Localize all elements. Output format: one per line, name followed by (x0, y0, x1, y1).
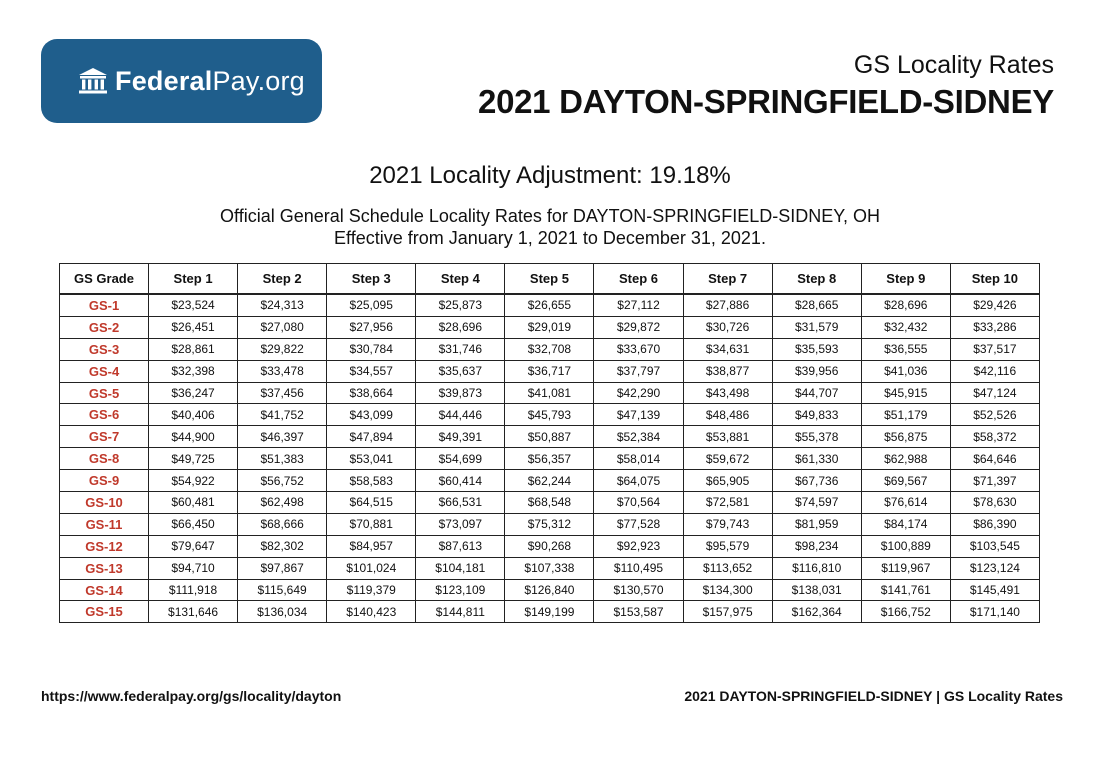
rate-cell: $64,646 (950, 448, 1039, 470)
rate-cell: $30,726 (683, 316, 772, 338)
rate-cell: $41,081 (505, 382, 594, 404)
rate-cell: $60,414 (416, 470, 505, 492)
rate-cell: $37,797 (594, 360, 683, 382)
rate-cell: $36,247 (149, 382, 238, 404)
rate-cell: $71,397 (950, 470, 1039, 492)
rate-cell: $36,555 (861, 338, 950, 360)
rate-cell: $26,451 (149, 316, 238, 338)
table-row (60, 535, 1040, 557)
grade-cell: GS-9 (60, 470, 149, 492)
column-header: Step 4 (416, 264, 505, 295)
rate-cell: $50,887 (505, 426, 594, 448)
rate-cell: $27,956 (327, 316, 416, 338)
rate-cell: $29,019 (505, 316, 594, 338)
grade-cell: GS-2 (60, 316, 149, 338)
table-row (60, 579, 1040, 601)
rate-cell: $98,234 (772, 535, 861, 557)
rate-cell: $104,181 (416, 557, 505, 579)
grade-cell: GS-1 (60, 294, 149, 316)
table-row (60, 448, 1040, 470)
rate-cell: $47,139 (594, 404, 683, 426)
column-header: Step 5 (505, 264, 594, 295)
rate-cell: $28,861 (149, 338, 238, 360)
rate-cell: $31,746 (416, 338, 505, 360)
rate-cell: $100,889 (861, 535, 950, 557)
rate-cell: $119,379 (327, 579, 416, 601)
rate-cell: $29,426 (950, 294, 1039, 316)
rate-cell: $95,579 (683, 535, 772, 557)
rate-cell: $23,524 (149, 294, 238, 316)
description-line-1: Official General Schedule Locality Rates for DAYTON-SPRINGFIELD-SIDNEY, OH (220, 206, 880, 226)
column-header: Step 2 (238, 264, 327, 295)
rate-cell: $75,312 (505, 513, 594, 535)
rate-cell: $56,357 (505, 448, 594, 470)
rate-cell: $49,391 (416, 426, 505, 448)
grade-cell: GS-8 (60, 448, 149, 470)
rate-cell: $84,174 (861, 513, 950, 535)
rate-cell: $45,915 (861, 382, 950, 404)
column-header: Step 7 (683, 264, 772, 295)
column-header: GS Grade (60, 264, 149, 295)
column-header: Step 6 (594, 264, 683, 295)
rate-cell: $31,579 (772, 316, 861, 338)
rate-cell: $46,397 (238, 426, 327, 448)
rate-cell: $115,649 (238, 579, 327, 601)
rate-cell: $58,583 (327, 470, 416, 492)
grade-cell: GS-4 (60, 360, 149, 382)
rate-cell: $60,481 (149, 492, 238, 514)
rate-cell: $134,300 (683, 579, 772, 601)
column-header: Step 1 (149, 264, 238, 295)
rate-cell: $123,109 (416, 579, 505, 601)
rate-cell: $67,736 (772, 470, 861, 492)
table-row (60, 513, 1040, 535)
rate-cell: $130,570 (594, 579, 683, 601)
rate-cell: $59,672 (683, 448, 772, 470)
rate-cell: $58,372 (950, 426, 1039, 448)
rate-cell: $44,446 (416, 404, 505, 426)
rate-cell: $49,833 (772, 404, 861, 426)
rate-cell: $69,567 (861, 470, 950, 492)
page-header (478, 50, 1054, 122)
capitol-building-icon (78, 67, 108, 95)
rate-cell: $62,498 (238, 492, 327, 514)
rate-cell: $58,014 (594, 448, 683, 470)
page-title: 2021 DAYTON-SPRINGFIELD-SIDNEY (478, 83, 1054, 120)
table-row (60, 492, 1040, 514)
rate-cell: $28,696 (416, 316, 505, 338)
table-row (60, 382, 1040, 404)
column-header: Step 3 (327, 264, 416, 295)
rate-cell: $26,655 (505, 294, 594, 316)
rate-cell: $126,840 (505, 579, 594, 601)
rate-cell: $86,390 (950, 513, 1039, 535)
rate-cell: $28,696 (861, 294, 950, 316)
rate-cell: $45,793 (505, 404, 594, 426)
rate-cell: $116,810 (772, 557, 861, 579)
rate-cell: $36,717 (505, 360, 594, 382)
rate-cell: $94,710 (149, 557, 238, 579)
rate-cell: $48,486 (683, 404, 772, 426)
rate-cell: $32,432 (861, 316, 950, 338)
rate-cell: $78,630 (950, 492, 1039, 514)
rate-cell: $111,918 (149, 579, 238, 601)
rate-cell: $66,531 (416, 492, 505, 514)
rate-cell: $51,383 (238, 448, 327, 470)
table-row (60, 294, 1040, 316)
table-row (60, 316, 1040, 338)
rate-cell: $34,557 (327, 360, 416, 382)
page-subtitle: GS Locality Rates (853, 51, 1054, 79)
rate-cell: $119,967 (861, 557, 950, 579)
rate-cell: $136,034 (238, 601, 327, 623)
rate-cell: $70,881 (327, 513, 416, 535)
rate-cell: $39,873 (416, 382, 505, 404)
rate-cell: $90,268 (505, 535, 594, 557)
rate-cell: $28,665 (772, 294, 861, 316)
rate-cell: $68,548 (505, 492, 594, 514)
grade-cell: GS-14 (60, 579, 149, 601)
rate-cell: $153,587 (594, 601, 683, 623)
rate-cell: $34,631 (683, 338, 772, 360)
rate-cell: $25,873 (416, 294, 505, 316)
rate-cell: $53,881 (683, 426, 772, 448)
rate-cell: $171,140 (950, 601, 1039, 623)
rate-cell: $47,124 (950, 382, 1039, 404)
table-row (60, 360, 1040, 382)
rate-cell: $61,330 (772, 448, 861, 470)
rate-cell: $84,957 (327, 535, 416, 557)
rate-cell: $27,886 (683, 294, 772, 316)
rate-cell: $79,647 (149, 535, 238, 557)
rate-cell: $43,498 (683, 382, 772, 404)
footer-caption: 2021 DAYTON-SPRINGFIELD-SIDNEY | GS Locality Rates (684, 688, 1063, 704)
rate-cell: $29,872 (594, 316, 683, 338)
rate-cell: $54,922 (149, 470, 238, 492)
grade-cell: GS-11 (60, 513, 149, 535)
rate-cell: $81,959 (772, 513, 861, 535)
rate-cell: $33,478 (238, 360, 327, 382)
column-header: Step 9 (861, 264, 950, 295)
rate-cell: $103,545 (950, 535, 1039, 557)
table-row (60, 426, 1040, 448)
rate-cell: $140,423 (327, 601, 416, 623)
rate-cell: $51,179 (861, 404, 950, 426)
rate-cell: $68,666 (238, 513, 327, 535)
rate-cell: $25,095 (327, 294, 416, 316)
rate-cell: $141,761 (861, 579, 950, 601)
rate-cell: $62,988 (861, 448, 950, 470)
grade-cell: GS-5 (60, 382, 149, 404)
rate-cell: $37,517 (950, 338, 1039, 360)
rate-cell: $32,708 (505, 338, 594, 360)
rate-cell: $65,905 (683, 470, 772, 492)
rate-cell: $77,528 (594, 513, 683, 535)
grade-cell: GS-3 (60, 338, 149, 360)
rate-cell: $27,112 (594, 294, 683, 316)
rate-cell: $43,099 (327, 404, 416, 426)
rate-cell: $92,923 (594, 535, 683, 557)
rate-cell: $41,752 (238, 404, 327, 426)
grade-cell: GS-6 (60, 404, 149, 426)
rate-cell: $41,036 (861, 360, 950, 382)
rate-cell: $110,495 (594, 557, 683, 579)
rate-cell: $27,080 (238, 316, 327, 338)
rate-cell: $76,614 (861, 492, 950, 514)
rate-cell: $149,199 (505, 601, 594, 623)
table-header-row (60, 264, 1040, 295)
rate-cell: $42,290 (594, 382, 683, 404)
rate-cell: $35,637 (416, 360, 505, 382)
rate-cell: $24,313 (238, 294, 327, 316)
rate-cell: $107,338 (505, 557, 594, 579)
rate-cell: $123,124 (950, 557, 1039, 579)
description-line-2: Effective from January 1, 2021 to December 31, 2021. (334, 228, 766, 248)
rate-cell: $37,456 (238, 382, 327, 404)
rate-cell: $62,244 (505, 470, 594, 492)
rate-cell: $56,752 (238, 470, 327, 492)
grade-cell: GS-7 (60, 426, 149, 448)
footer-url-link[interactable]: https://www.federalpay.org/gs/locality/dayton (41, 688, 342, 704)
logo-suffix: Pay.org (212, 65, 305, 96)
rate-cell: $30,784 (327, 338, 416, 360)
locality-adjustment: 2021 Locality Adjustment: 19.18% (369, 162, 731, 189)
table-row (60, 557, 1040, 579)
rate-cell: $157,975 (683, 601, 772, 623)
rate-cell: $55,378 (772, 426, 861, 448)
rate-cell: $38,664 (327, 382, 416, 404)
table-body (60, 294, 1040, 623)
rate-cell: $72,581 (683, 492, 772, 514)
rate-cell: $29,822 (238, 338, 327, 360)
rate-cell: $79,743 (683, 513, 772, 535)
rate-cell: $40,406 (149, 404, 238, 426)
rate-cell: $32,398 (149, 360, 238, 382)
rate-cell: $35,593 (772, 338, 861, 360)
rate-cell: $56,875 (861, 426, 950, 448)
rate-cell: $49,725 (149, 448, 238, 470)
rate-cell: $52,384 (594, 426, 683, 448)
rate-cell: $74,597 (772, 492, 861, 514)
grade-cell: GS-15 (60, 601, 149, 623)
rate-cell: $73,097 (416, 513, 505, 535)
rate-cell: $87,613 (416, 535, 505, 557)
grade-cell: GS-12 (60, 535, 149, 557)
logo-text (115, 66, 305, 97)
grade-cell: GS-13 (60, 557, 149, 579)
rate-cell: $138,031 (772, 579, 861, 601)
schedule-description (0, 205, 1100, 249)
rate-cell: $70,564 (594, 492, 683, 514)
rate-cell: $33,670 (594, 338, 683, 360)
rate-cell: $82,302 (238, 535, 327, 557)
rate-cell: $101,024 (327, 557, 416, 579)
rate-cell: $47,894 (327, 426, 416, 448)
rate-cell: $131,646 (149, 601, 238, 623)
column-header: Step 8 (772, 264, 861, 295)
logo-brand: Federal (115, 65, 213, 96)
rate-cell: $39,956 (772, 360, 861, 382)
rate-cell: $144,811 (416, 601, 505, 623)
rate-cell: $33,286 (950, 316, 1039, 338)
rate-cell: $97,867 (238, 557, 327, 579)
rate-cell: $66,450 (149, 513, 238, 535)
rate-cell: $54,699 (416, 448, 505, 470)
rate-cell: $44,707 (772, 382, 861, 404)
grade-cell: GS-10 (60, 492, 149, 514)
rate-cell: $52,526 (950, 404, 1039, 426)
table-row (60, 338, 1040, 360)
rate-cell: $166,752 (861, 601, 950, 623)
rate-cell: $38,877 (683, 360, 772, 382)
table-row (60, 404, 1040, 426)
column-header: Step 10 (950, 264, 1039, 295)
rate-cell: $162,364 (772, 601, 861, 623)
table-row (60, 601, 1040, 623)
rate-cell: $42,116 (950, 360, 1039, 382)
rate-cell: $145,491 (950, 579, 1039, 601)
rate-cell: $44,900 (149, 426, 238, 448)
rate-cell: $53,041 (327, 448, 416, 470)
federalpay-logo[interactable] (41, 39, 322, 123)
rate-cell: $113,652 (683, 557, 772, 579)
locality-rates-table (59, 263, 1040, 623)
rate-cell: $64,075 (594, 470, 683, 492)
rate-cell: $64,515 (327, 492, 416, 514)
table-row (60, 470, 1040, 492)
